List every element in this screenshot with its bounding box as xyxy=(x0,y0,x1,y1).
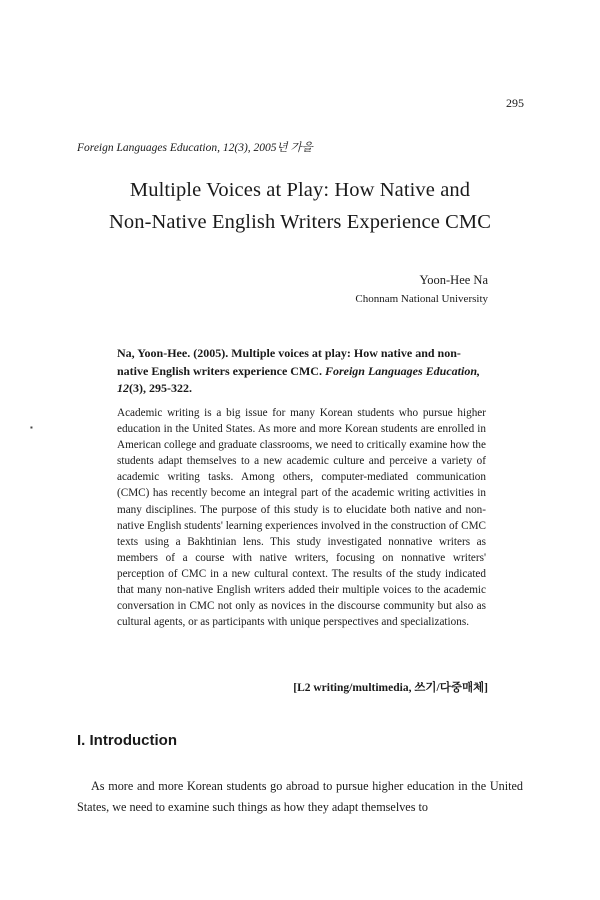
section-heading: I. Introduction xyxy=(77,732,177,749)
abstract-text: Academic writing is a big issue for many Korean students who pursue higher education in the United States. As more and more Korean students are enrolled in American college and graduate classrooms, we need to critically examine how the students adapt themselves to a new academic culture and perceive a variety of academic writing tasks. Among others, computer-mediated communication (CMC) has recently become an integral part of the academic writing activities in many disciplines. The purpose of this study is to elucidate both native and non-native English students' learning experiences involved in the construction of CMC texts using a Bakhtinian lens. This study investigated nonnative writers as members of a course with native writers, focusing on nonnative writers' perception of CMC in a new cultural context. The results of the study indicated that many non-native English writers added their multiple voices to the academic conversation in CMC not only as novices in the discourse community but also as cultural agents, or as participants with unique perspectives and specializations. xyxy=(117,407,486,629)
author-name: Yoon-Hee Na xyxy=(419,273,488,287)
paper-title xyxy=(40,174,560,238)
margin-mark: ▪ xyxy=(30,423,33,432)
citation-prefix: Na, Yoon-Hee. (2005). Multiple voices at play: How native and non-native English writers experience CMC. xyxy=(117,346,461,378)
author-affiliation: Chonnam National University xyxy=(355,293,488,305)
journal-header: Foreign Languages Education, 12(3), 2005년 가을 xyxy=(77,142,313,154)
keywords: [L2 writing/multimedia, 쓰기/다중매체] xyxy=(293,682,488,694)
author-block xyxy=(355,270,488,308)
page-number: 295 xyxy=(506,96,524,110)
title-line-1: Multiple Voices at Play: How Native and xyxy=(129,179,471,201)
citation-journal: Foreign Languages Education, 12 xyxy=(117,363,480,395)
citation xyxy=(117,345,486,398)
intro-paragraph: As more and more Korean students go abroad to pursue higher education in the United States, we need to examine such things as how they adapt themselves to xyxy=(77,779,523,814)
citation-suffix: (3), 295-322. xyxy=(129,381,192,395)
title-line-2: Non-Native English Writers Experience CMC xyxy=(108,211,492,233)
